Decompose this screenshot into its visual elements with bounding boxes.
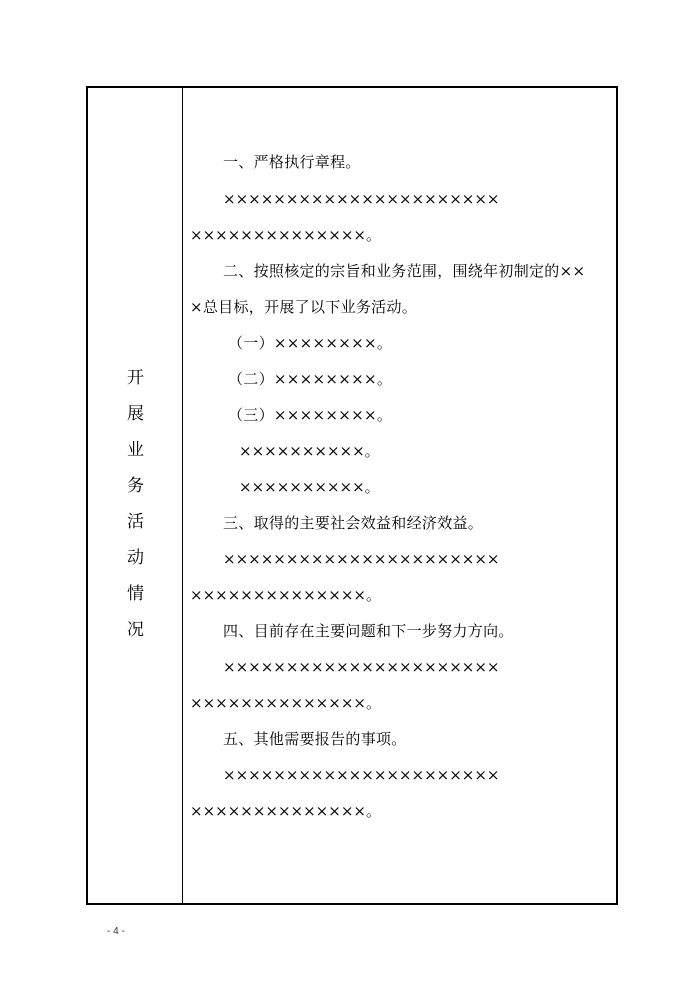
- content-line: ××××××××××××××××××××××: [223, 766, 500, 784]
- section-label-char: 展: [127, 404, 144, 424]
- section-label-char: 动: [127, 548, 144, 568]
- heading-2: 二、按照核定的宗旨和业务范围，围绕年初制定的××: [223, 262, 586, 280]
- sub-item-3: （三）××××××××。: [228, 406, 393, 424]
- content-line: ××××××××××××××××××××××: [223, 190, 500, 208]
- content-line: ××××××××××××××。: [190, 586, 381, 604]
- section-label-char: 业: [127, 440, 144, 460]
- page-number: - 4 -: [107, 926, 125, 937]
- content-line: ××××××××××××××××××××××: [223, 658, 500, 676]
- content-line: ××××××××××××××。: [190, 226, 381, 244]
- activity-report-table: [86, 86, 618, 905]
- section-label-char: 务: [127, 476, 144, 496]
- heading-3: 三、取得的主要社会效益和经济效益。: [223, 514, 484, 532]
- content-cell: [183, 88, 618, 903]
- sub-item-2: （二）××××××××。: [228, 370, 393, 388]
- sub-item-1: （一）××××××××。: [228, 334, 393, 352]
- heading-1: 一、严格执行章程。: [223, 153, 361, 171]
- content-line: ×总目标，开展了以下业务活动。: [190, 298, 418, 316]
- section-label-char: 况: [127, 620, 144, 640]
- heading-5: 五、其他需要报告的事项。: [223, 730, 407, 748]
- content-line: ××××××××××××××。: [190, 694, 381, 712]
- content-line: ××××××××××××××。: [190, 802, 381, 820]
- section-label-char: 开: [127, 368, 144, 388]
- section-label-char: 活: [127, 512, 144, 532]
- content-line: ××××××××××。: [239, 478, 380, 496]
- section-label-char: 情: [127, 584, 144, 604]
- section-label: [88, 360, 183, 648]
- section-label-cell: [88, 88, 183, 903]
- heading-4: 四、目前存在主要问题和下一步努力方向。: [223, 622, 514, 640]
- content-line: ××××××××××。: [239, 442, 380, 460]
- content-line: ××××××××××××××××××××××: [223, 550, 500, 568]
